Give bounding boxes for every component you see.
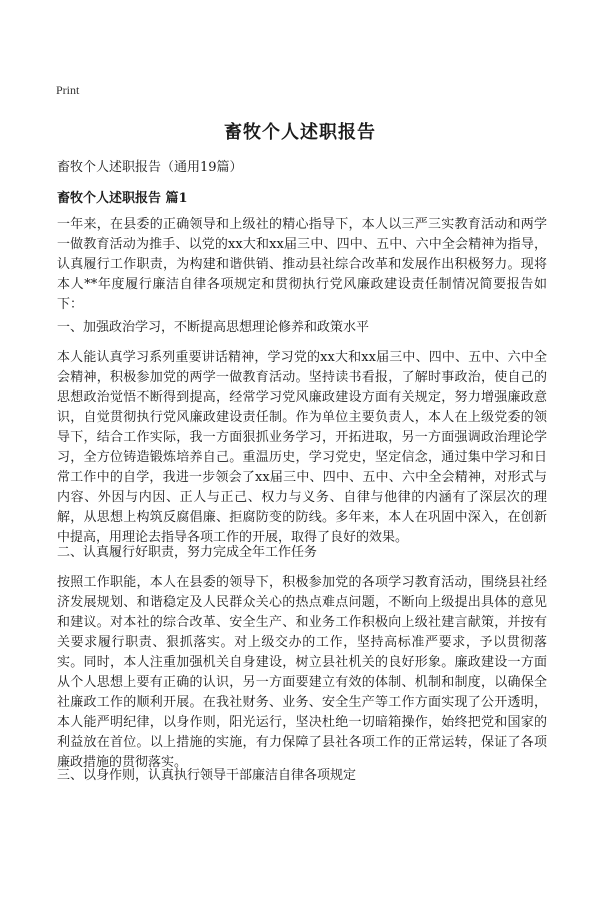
section-title: 畜牧个人述职报告 篇1 — [57, 191, 188, 206]
print-label[interactable]: Print — [56, 83, 80, 97]
heading-self-discipline: 三、以身作则，认真执行领导干部廉洁自律各项规定 — [57, 768, 357, 783]
paragraph-fulfill-duties: 按照工作职能，本人在县委的领导下，积极参加党的各项学习教育活动，围绕县社经济发展规划、和谐稳定及人民群众关心的热点难点问题，不断向上级提出具体的意见和建议。对本社的综合改革、安全生产、和业务工作积极向上级社建言献策，并按有关要求履行职责、狠抓落实。对上级交办的工作，坚持高标准严要求，予以贯彻落实。同时，本人注重加强机关自身建设，树立县社机关的良好形象。廉政建设一方面从个人思想上要有正确的认识，另一方面要建立有效的体制、机制和制度，以确保全社廉政工作的顺利开展。在我社财务、业务、安全生产等工作方面实现了公开透明，本人能严明纪律，以身作则，阳光运行，坚决杜绝一切暗箱操作，始终把党和国家的利益放在首位。以上措施的实施，有力保障了县社各项工作的正常运转，保证了各项廉政措施的贯彻落实。 — [57, 575, 547, 770]
paragraph-political-study: 本人能认真学习系列重要讲话精神，学习党的xx大和xx届三中、四中、五中、六中全会精神，积极参加党的两学一做教育活动。坚持读书看报，了解时事政治，使自己的思想政治觉悟不断得到提高，经常学习党风廉政建设方面有关规定，努力增强廉政意识，自觉贯彻执行党风廉政建设责任制。作为单位主要负责人，本人在上级党委的领导下，结合工作实际，我一方面狠抓业务学习，开拓进取，另一方面强调政治理论学习，全方位铸造锻炼培养自己。重温历史，学习党史，坚定信念，通过集中学习和日常工作中的自学，我进一步领会了xx届三中、四中、五中、六中全会精神，对形式与内容、外因与内因、正人与正己、权力与义务、自律与他律的内涵有了深层次的理解，从思想上构筑反腐倡廉、拒腐防变的防线。多年来，本人在巩固中深入，在创新中提高，用理论去指导各项工作的开展，取得了良好的效果。 — [57, 350, 547, 545]
paragraph-intro: 一年来，在县委的正确领导和上级社的精心指导下，本人以三严三实教育活动和两学一做教育活动为推手、以党的xx大和xx届三中、四中、五中、六中全会精神为指导，认真履行工作职责，为构建和谐供销、推动县社综合改革和发展作出积极努力。现将本人**年度履行廉洁自律各项规定和贯彻执行党风廉政建设责任制情况简要报告如下： — [57, 217, 547, 312]
heading-fulfill-duties: 二、认真履行好职责，努力完成全年工作任务 — [57, 545, 318, 560]
heading-political-study: 一、加强政治学习，不断提高思想理论修养和政策水平 — [57, 320, 370, 335]
document-subtitle: 畜牧个人述职报告（通用19篇） — [57, 160, 243, 175]
page-title: 畜牧个人述职报告 — [224, 122, 376, 143]
